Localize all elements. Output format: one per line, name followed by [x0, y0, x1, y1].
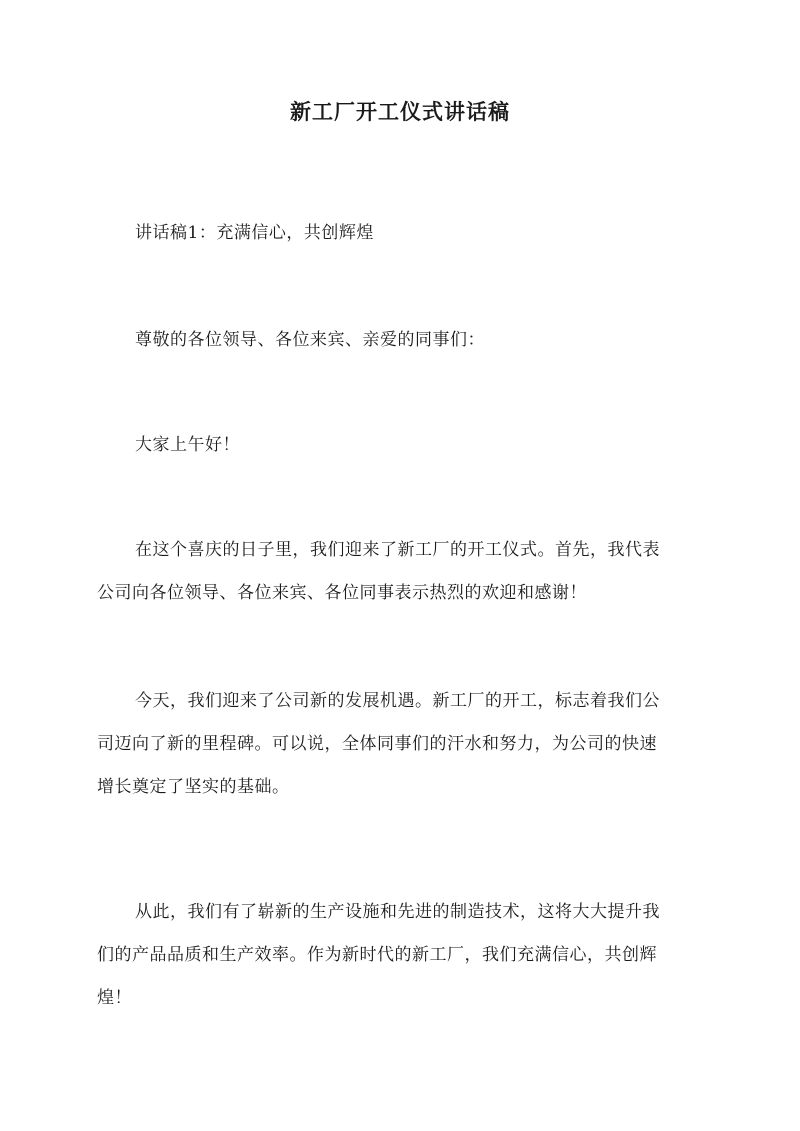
paragraph-line: 从此，我们有了崭新的生产设施和先进的制造技术，这将大大提升我: [135, 902, 660, 922]
paragraph-line: 在这个喜庆的日子里，我们迎来了新工厂的开工仪式。首先，我代表: [135, 540, 660, 560]
paragraph-line: 增长奠定了坚实的基础。: [97, 777, 290, 797]
document-title: 新工厂开工仪式讲话稿: [290, 99, 510, 124]
greeting: 大家上午好！: [135, 435, 240, 455]
paragraph-future: [97, 891, 705, 1020]
paragraph-opportunity: [97, 680, 705, 809]
speech-subtitle: 讲话稿1：充满信心，共创辉煌: [135, 223, 374, 243]
paragraph-welcome: [97, 529, 705, 615]
salutation: 尊敬的各位领导、各位来宾、亲爱的同事们：: [135, 330, 485, 350]
paragraph-line: 煌！: [97, 988, 132, 1008]
paragraph-line: 公司向各位领导、各位来宾、各位同事表示热烈的欢迎和感谢！: [97, 583, 587, 603]
paragraph-line: 司迈向了新的里程碑。可以说，全体同事们的汗水和努力，为公司的快速: [97, 734, 657, 754]
paragraph-line: 今天，我们迎来了公司新的发展机遇。新工厂的开工，标志着我们公: [135, 691, 660, 711]
paragraph-line: 们的产品品质和生产效率。作为新时代的新工厂，我们充满信心，共创辉: [97, 945, 657, 965]
